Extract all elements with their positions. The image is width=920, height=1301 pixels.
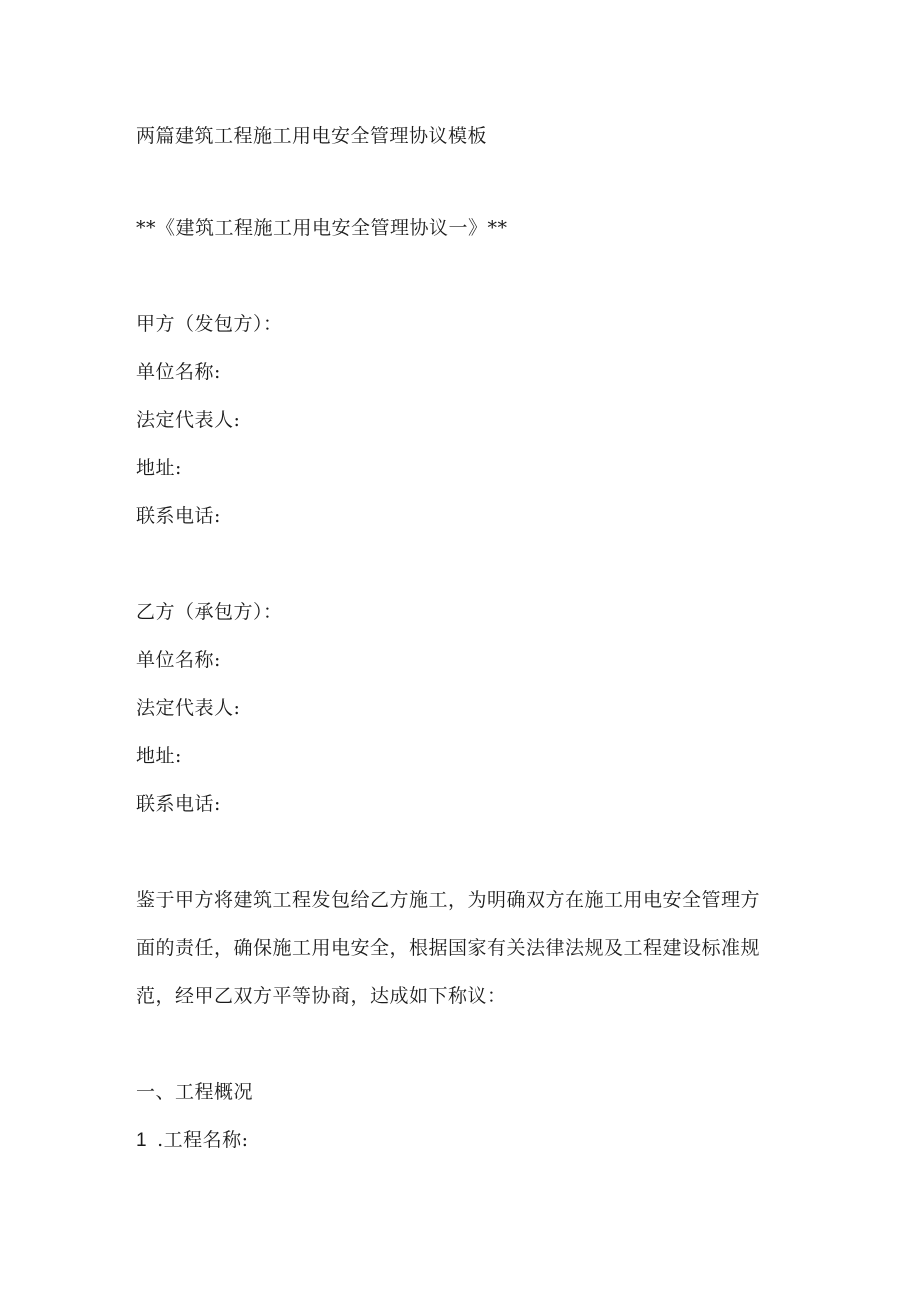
preamble-line: 鉴于甲方将建筑工程发包给乙方施工，为明确双方在施工用电安全管理方 xyxy=(136,889,761,911)
preamble-paragraph xyxy=(136,876,786,1020)
party-a-phone: 联系电话: xyxy=(136,505,221,527)
preamble-line: 范，经甲乙双方平等协商，达成如下称议： xyxy=(136,985,507,1007)
party-a-address: 地址: xyxy=(136,457,182,479)
preamble-line: 面的责任，确保施工用电安全，根据国家有关法律法规及工程建设标准规 xyxy=(136,937,761,959)
item-label: .工程名称: xyxy=(157,1129,249,1151)
party-b-phone: 联系电话: xyxy=(136,793,221,815)
section-1-heading: 一、工程概况 xyxy=(136,1081,254,1103)
party-b-address: 地址: xyxy=(136,745,182,767)
party-b-heading: 乙方（承包方）： xyxy=(136,601,283,623)
party-a-legal-rep: 法定代表人: xyxy=(136,409,241,431)
party-a-heading: 甲方（发包方）： xyxy=(136,313,283,335)
section-1-item-1 xyxy=(136,1128,249,1153)
agreement-subtitle: **《建筑工程施工用电安全管理协议一》** xyxy=(136,217,508,239)
item-number: 1 xyxy=(136,1130,148,1151)
party-b-legal-rep: 法定代表人: xyxy=(136,697,241,719)
party-b-unit-name: 单位名称: xyxy=(136,649,221,671)
party-a-unit-name: 单位名称: xyxy=(136,361,221,383)
document-title: 两篇建筑工程施工用电安全管理协议模板 xyxy=(136,125,488,147)
